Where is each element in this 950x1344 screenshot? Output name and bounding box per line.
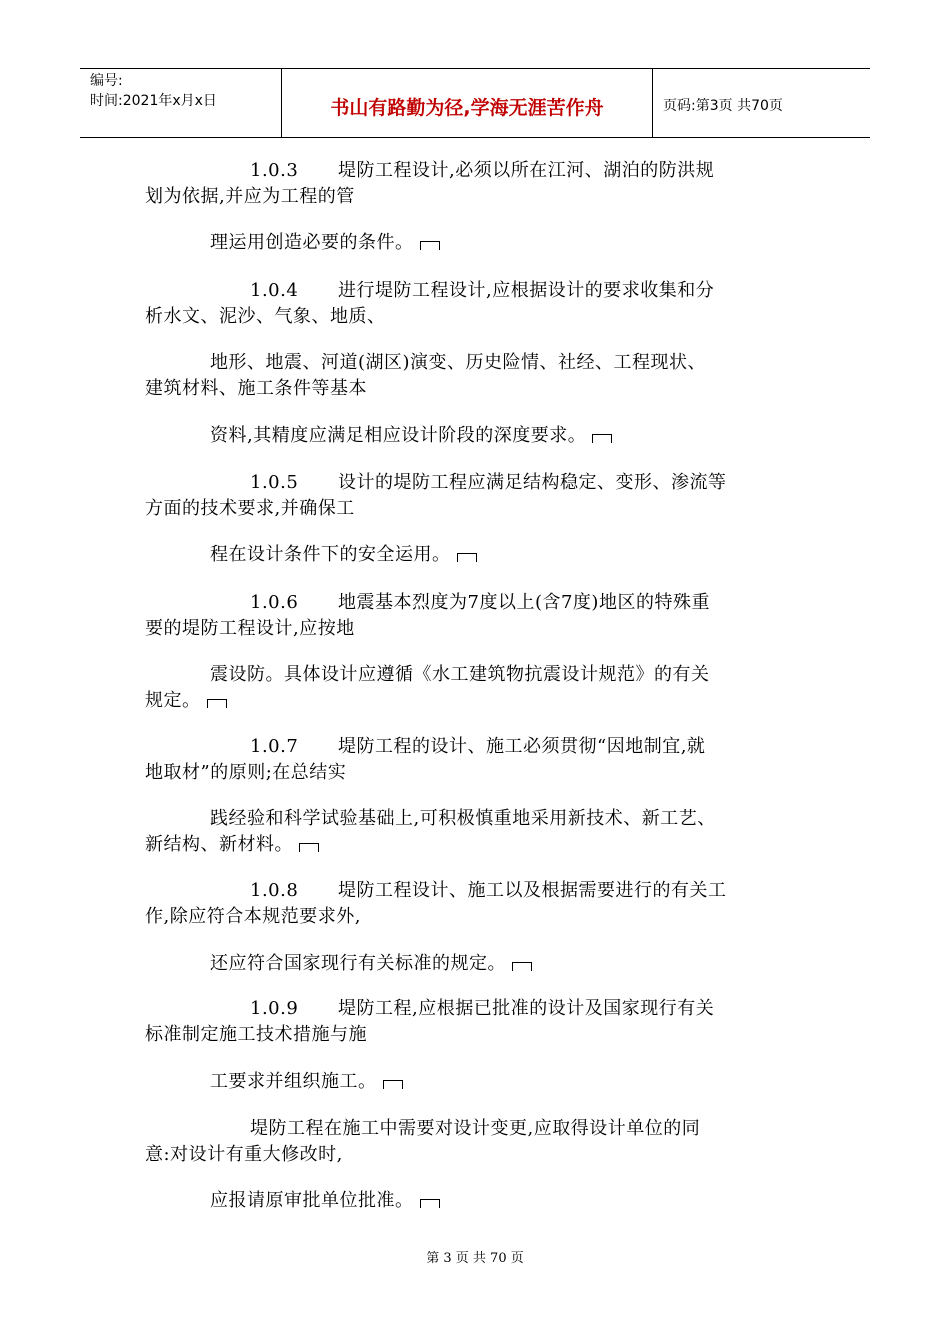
header-info-cell [80,69,282,137]
paragraph-mark-icon [512,962,532,971]
clause-number: 1.0.3 [250,160,299,181]
clause-line [210,1071,403,1093]
motto: 书山有路勤为径,学海无涯苦作舟 [330,97,604,119]
clause-line: 践经验和科学试验基础上,可积极慎重地采用新技术、新工艺、 [210,808,716,829]
clause-line [145,690,227,712]
clause-line [210,544,477,566]
header-page-cell [653,69,870,137]
clause-line: 析水文、泥沙、气象、地质、 [145,306,386,327]
clause-text: 理运用创造必要的条件。 [210,232,414,253]
clause-line: 震设防。具体设计应遵循《水工建筑物抗震设计规范》的有关 [210,664,710,685]
paragraph-line: 意:对设计有重大修改时, [145,1144,343,1165]
clause-text: 堤防工程设计、施工以及根据需要进行的有关工 [338,880,727,901]
paragraph-mark-icon [420,1199,440,1208]
paragraph-line [210,1190,440,1212]
clause-line [145,834,319,856]
clause-line: 方面的技术要求,并确保工 [145,498,355,519]
header-motto-cell [282,69,653,137]
clause-text: 还应符合国家现行有关标准的规定。 [210,953,506,974]
clause-text: 规定。 [145,690,201,711]
paragraph-first-line: 堤防工程在施工中需要对设计变更,应取得设计单位的同 [250,1118,701,1139]
paragraph-mark-icon [383,1080,403,1089]
page-header [80,68,870,138]
clause-first-line [250,280,714,302]
clause-line: 标准制定施工技术措施与施 [145,1024,367,1045]
paragraph-mark-icon [592,434,612,443]
clause-text: 应报请原审批单位批准。 [210,1190,414,1211]
clause-line [210,232,440,254]
clause-first-line [250,472,727,494]
clause-line: 要的堤防工程设计,应按地 [145,618,355,639]
clause-first-line [250,880,727,902]
clause-text: 新结构、新材料。 [145,834,293,855]
clause-text: 堤防工程设计,必须以所在江河、湖泊的防洪规 [338,160,715,181]
paragraph-mark-icon [420,241,440,250]
clause-line: 作,除应符合本规范要求外, [145,906,361,927]
clause-text: 设计的堤防工程应满足结构稳定、变形、渗流等 [338,472,727,493]
page-footer: 第 3 页 共 70 页 [426,1251,524,1266]
clause-line: 地形、地震、河道(湖区)演变、历史险情、社经、工程现状、 [210,352,707,373]
clause-line [210,953,532,975]
clause-line [210,425,612,447]
clause-text: 程在设计条件下的安全运用。 [210,544,451,565]
number-label: 编号: [90,73,123,89]
clause-text: 堤防工程,应根据已批准的设计及国家现行有关 [338,998,715,1019]
clause-line: 划为依据,并应为工程的管 [145,186,355,207]
clause-line: 地取材”的原则;在总结实 [145,762,347,783]
clause-number: 1.0.8 [250,880,299,901]
page-info: 页码:第3页 共70页 [663,98,783,114]
clause-number: 1.0.7 [250,736,299,757]
clause-first-line [250,736,705,758]
clause-number: 1.0.6 [250,592,299,613]
clause-text: 地震基本烈度为7度以上(含7度)地区的特殊重 [338,592,710,613]
clause-first-line [250,998,714,1020]
clause-text: 资料,其精度应满足相应设计阶段的深度要求。 [210,425,587,446]
clause-number: 1.0.4 [250,280,299,301]
clause-text: 工要求并组织施工。 [210,1071,377,1092]
paragraph-mark-icon [457,553,477,562]
clause-line: 建筑材料、施工条件等基本 [145,378,367,399]
paragraph-mark-icon [299,843,319,852]
clause-number: 1.0.5 [250,472,299,493]
clause-text: 堤防工程的设计、施工必须贯彻“因地制宜,就 [338,736,706,757]
time-label: 时间:2021年x月x日 [90,93,217,109]
clause-text: 进行堤防工程设计,应根据设计的要求收集和分 [338,280,715,301]
paragraph-mark-icon [207,699,227,708]
clause-number: 1.0.9 [250,998,299,1019]
clause-first-line [250,592,710,614]
clause-first-line [250,160,714,182]
